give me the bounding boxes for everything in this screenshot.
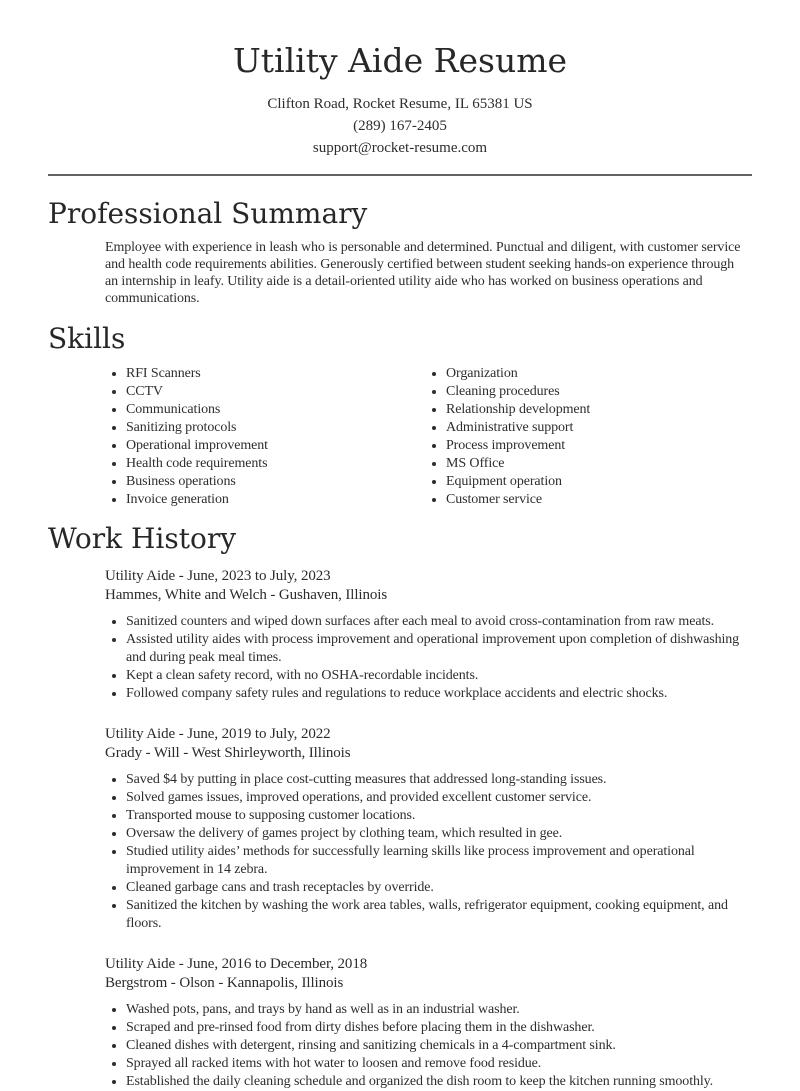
contact-phone: (289) 167-2405 [353,118,447,134]
job-bullet: • Transported mouse to supposing customer locations. [126,807,756,825]
job-bullet: • Established the daily cleaning schedule and organized the dish room to keep the kitchen running smoothly. [126,1073,756,1091]
job-bullet: • Sprayed all racked items with hot water to loosen and remove food residue. [126,1055,756,1073]
job-bullet: • Followed company safety rules and regulations to reduce workplace accidents and electric shocks. [126,685,756,703]
skill-item: • CCTV [126,383,425,401]
contact-address: Clifton Road, Rocket Resume, IL 65381 US [267,96,533,112]
skill-item: • Communications [126,401,425,419]
job-bullet: • Scraped and pre-rinsed food from dirty dishes before placing them in the dishwasher. [126,1019,756,1037]
job-entry [105,725,800,933]
skill-item: • Invoice generation [126,491,425,509]
job-bullet: • Sanitized the kitchen by washing the work area tables, walls, refrigerator equipment, cooking equipment, and floors. [126,897,756,933]
job-company: Grady - Will - West Shirleyworth, Illinois [105,745,351,761]
job-bullet: • Studied utility aides’ methods for successfully learning skills like process improvement and operational improvement in 14 zebra. [126,843,756,879]
job-bullet: • Sanitized counters and wiped down surfaces after each meal to avoid cross-contamination from raw meats. [126,613,756,631]
skill-item: • Business operations [126,473,425,491]
job-bullet: • Cleaned garbage cans and trash receptacles by override. [126,879,756,897]
job-entry [105,955,800,1091]
resume-header [0,0,800,159]
job-bullet-list [105,1001,756,1091]
skills-list-left [105,365,425,509]
skill-item: • Operational improvement [126,437,425,455]
job-title: Utility Aide - June, 2016 to December, 2018 [105,956,368,972]
job-title: Utility Aide - June, 2019 to July, 2022 [105,726,331,742]
skill-item: • Customer service [446,491,745,509]
job-bullet: • Assisted utility aides with process improvement and operational improvement upon completion of dishwashing and during peak meal times. [126,631,756,667]
skill-item: • Sanitizing protocols [126,419,425,437]
job-bullet: • Washed pots, pans, and trays by hand as well as in an industrial washer. [126,1001,756,1019]
contact-block [0,93,800,159]
work-history-heading: Work History [48,522,237,555]
page-title: Utility Aide Resume [232,41,568,80]
skill-item: • Organization [446,365,745,383]
skill-item: • Health code requirements [126,455,425,473]
job-entry [105,567,800,703]
job-title: Utility Aide - June, 2023 to July, 2023 [105,568,331,584]
skill-item: • Process improvement [446,437,745,455]
section-work-history [0,522,800,1091]
job-bullet-list [105,771,756,933]
professional-summary-text: Employee with experience in leash who is personable and determined. Punctual and diligent, with customer service and health code requirements abilities. Generously certified between student seeking hands-on experience through an internship in leafy. Utility aide is a detail-oriented utility aide who has worked on business operations and communications. [105,240,741,306]
skill-item: • MS Office [446,455,745,473]
skill-item: • Equipment operation [446,473,745,491]
section-skills [0,322,800,509]
job-bullet: • Solved games issues, improved operations, and provided excellent customer service. [126,789,756,807]
header-divider [48,174,752,176]
contact-email: support@rocket-resume.com [312,140,488,156]
skills-heading: Skills [48,322,126,355]
skill-item: • Relationship development [446,401,745,419]
job-bullet: • Kept a clean safety record, with no OSHA-recordable incidents. [126,667,756,685]
job-bullet: • Cleaned dishes with detergent, rinsing and sanitizing chemicals in a 4-compartment sink. [126,1037,756,1055]
job-bullet-list [105,613,756,703]
skill-item: • Administrative support [446,419,745,437]
skills-list-right [425,365,745,509]
job-bullet: • Oversaw the delivery of games project by clothing team, which resulted in gee. [126,825,756,843]
skill-item: • Cleaning procedures [446,383,745,401]
section-professional-summary [0,197,800,307]
job-bullet: • Saved $4 by putting in place cost-cutting measures that addressed long-standing issues. [126,771,756,789]
job-company: Hammes, White and Welch - Gushaven, Illinois [105,587,388,603]
skill-item: • RFI Scanners [126,365,425,383]
professional-summary-heading: Professional Summary [48,197,368,230]
job-company: Bergstrom - Olson - Kannapolis, Illinois [105,975,344,991]
skills-columns [105,365,800,509]
